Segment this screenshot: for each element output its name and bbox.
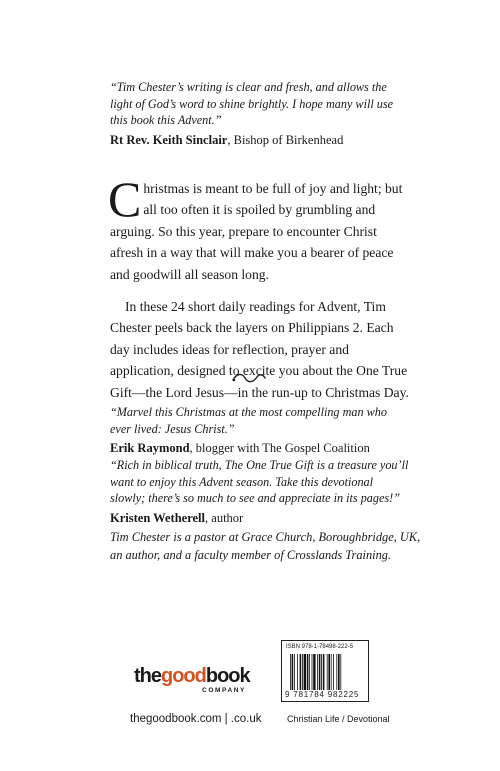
- barcode-icon: [290, 654, 360, 690]
- endorser-name: Rt Rev. Keith Sinclair: [110, 132, 228, 147]
- logo-subtitle: COMPANY: [202, 687, 246, 694]
- blurb-paragraph-2: In these 24 short daily readings for Advent, Tim Chester peels back the layers on Philippians 2. Each day includes ideas for reflection, prayer and application, designed to excite you about the One True Gift—the Lord Jesus—in the run-up to Christmas Day.: [110, 299, 409, 400]
- endorser-role: , author: [205, 510, 244, 525]
- logo-wordmark: thegoodbook: [134, 665, 250, 687]
- barcode-digits: 9 781784 982225: [285, 690, 360, 699]
- quote-text: “Marvel this Christmas at the most compelling man who ever lived: Jesus Christ.”: [110, 405, 387, 436]
- publisher-website: thegoodbook.com | .co.uk: [130, 713, 262, 725]
- drop-cap: C: [108, 171, 142, 227]
- endorsement-quote-1: [110, 79, 410, 149]
- quote-attribution: [110, 440, 410, 457]
- isbn-barcode: [281, 640, 369, 702]
- quote-text: “Rich in biblical truth, The One True Gift is a treasure you’ll want to enjoy this Advent season. Take this devotional slowly; there’s so much to see and appreciate in its pages!”: [110, 458, 409, 505]
- endorser-role: , Bishop of Birkenhead: [227, 132, 344, 147]
- author-bio: Tim Chester is a pastor at Grace Church, Boroughbridge, UK, an author, and a faculty member of Crosslands Training.: [110, 530, 421, 562]
- quote-attribution: [110, 132, 410, 149]
- book-category: Christian Life / Devotional: [287, 714, 390, 724]
- endorsement-quote-3: [110, 457, 410, 527]
- book-blurb: [108, 171, 410, 403]
- endorser-name: Kristen Wetherell: [110, 510, 206, 525]
- quote-attribution: [110, 510, 410, 527]
- isbn-label: ISBN 978-1-78498-222-5: [286, 644, 354, 650]
- quote-text: “Tim Chester’s writing is clear and fresh, and allows the light of God’s word to shine brightly. I hope many will use this book this Advent.”: [110, 80, 394, 127]
- publisher-logo: [134, 665, 250, 694]
- blurb-paragraph-1: Christmas is meant to be full of joy and light; but all too often it is spoiled by grumbling and arguing. So this year, prepare to encounter Christ afresh in a way that will make you a bearer of peace and goodwill all season long.: [108, 171, 403, 282]
- endorsement-quote-2: [110, 404, 410, 457]
- endorser-name: Erik Raymond: [110, 441, 190, 455]
- flourish-ornament-icon: [231, 371, 267, 385]
- endorser-role: , blogger with The Gospel Coalition: [189, 441, 370, 455]
